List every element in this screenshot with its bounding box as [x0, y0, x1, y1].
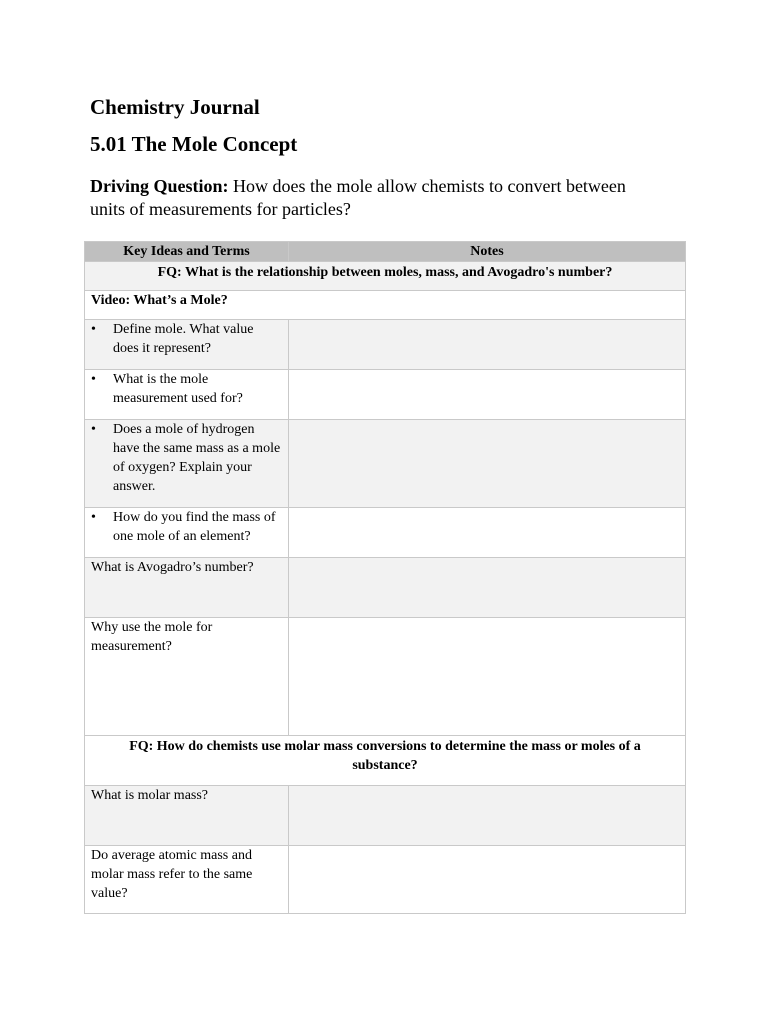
focus-question-2: FQ: How do chemists use molar mass conversions to determine the mass or moles of a substance? — [85, 736, 686, 786]
focus-question-1: FQ: What is the relationship between moles, mass, and Avogadro's number? — [85, 262, 686, 291]
journal-title: Chemistry Journal — [90, 95, 260, 119]
driving-question-label: Driving Question: — [90, 176, 229, 196]
question-text: Define mole. What value does it represent? — [113, 322, 254, 356]
lesson-title: 5.01 The Mole Concept — [90, 132, 298, 156]
question-text: Does a mole of hydrogen have the same mass as a mole of oxygen? Explain your answer. — [113, 422, 281, 494]
bullet-icon: • — [91, 372, 96, 387]
key-idea-cell: What is Avogadro’s number? — [85, 558, 289, 618]
notes-cell[interactable] — [289, 420, 686, 508]
driving-question — [90, 175, 650, 221]
notes-cell[interactable] — [289, 320, 686, 370]
focus-question-row — [85, 736, 686, 786]
bullet-icon: • — [91, 422, 96, 437]
key-idea-cell — [85, 370, 289, 420]
driving-question-text: How does the mole allow chemists to convert between units of measurements for particles? — [90, 176, 626, 219]
table-row — [85, 558, 686, 618]
focus-question-row — [85, 262, 686, 291]
table-row — [85, 370, 686, 420]
notes-table — [84, 241, 686, 914]
notes-cell[interactable] — [289, 786, 686, 846]
notes-cell[interactable] — [289, 618, 686, 736]
section-row — [85, 291, 686, 320]
bullet-icon: • — [91, 510, 96, 525]
key-idea-cell: Why use the mole for measurement? — [85, 618, 289, 736]
col-header-key-ideas: Key Ideas and Terms — [85, 242, 289, 262]
key-idea-cell: Do average atomic mass and molar mass refer to the same value? — [85, 846, 289, 914]
table-row — [85, 786, 686, 846]
bullet-icon: • — [91, 322, 96, 337]
table-row — [85, 846, 686, 914]
video-title: Video: What’s a Mole? — [85, 291, 686, 320]
table-row — [85, 320, 686, 370]
key-idea-cell: What is molar mass? — [85, 786, 289, 846]
table-row — [85, 618, 686, 736]
col-header-notes: Notes — [289, 242, 686, 262]
table-row — [85, 420, 686, 508]
notes-cell[interactable] — [289, 370, 686, 420]
key-idea-cell — [85, 508, 289, 558]
question-text: How do you find the mass of one mole of an element? — [113, 510, 276, 544]
table-row — [85, 508, 686, 558]
notes-cell[interactable] — [289, 846, 686, 914]
notes-cell[interactable] — [289, 558, 686, 618]
notes-cell[interactable] — [289, 508, 686, 558]
table-header-row — [85, 242, 686, 262]
key-idea-cell — [85, 320, 289, 370]
key-idea-cell — [85, 420, 289, 508]
question-text: What is the mole measurement used for? — [113, 372, 243, 406]
